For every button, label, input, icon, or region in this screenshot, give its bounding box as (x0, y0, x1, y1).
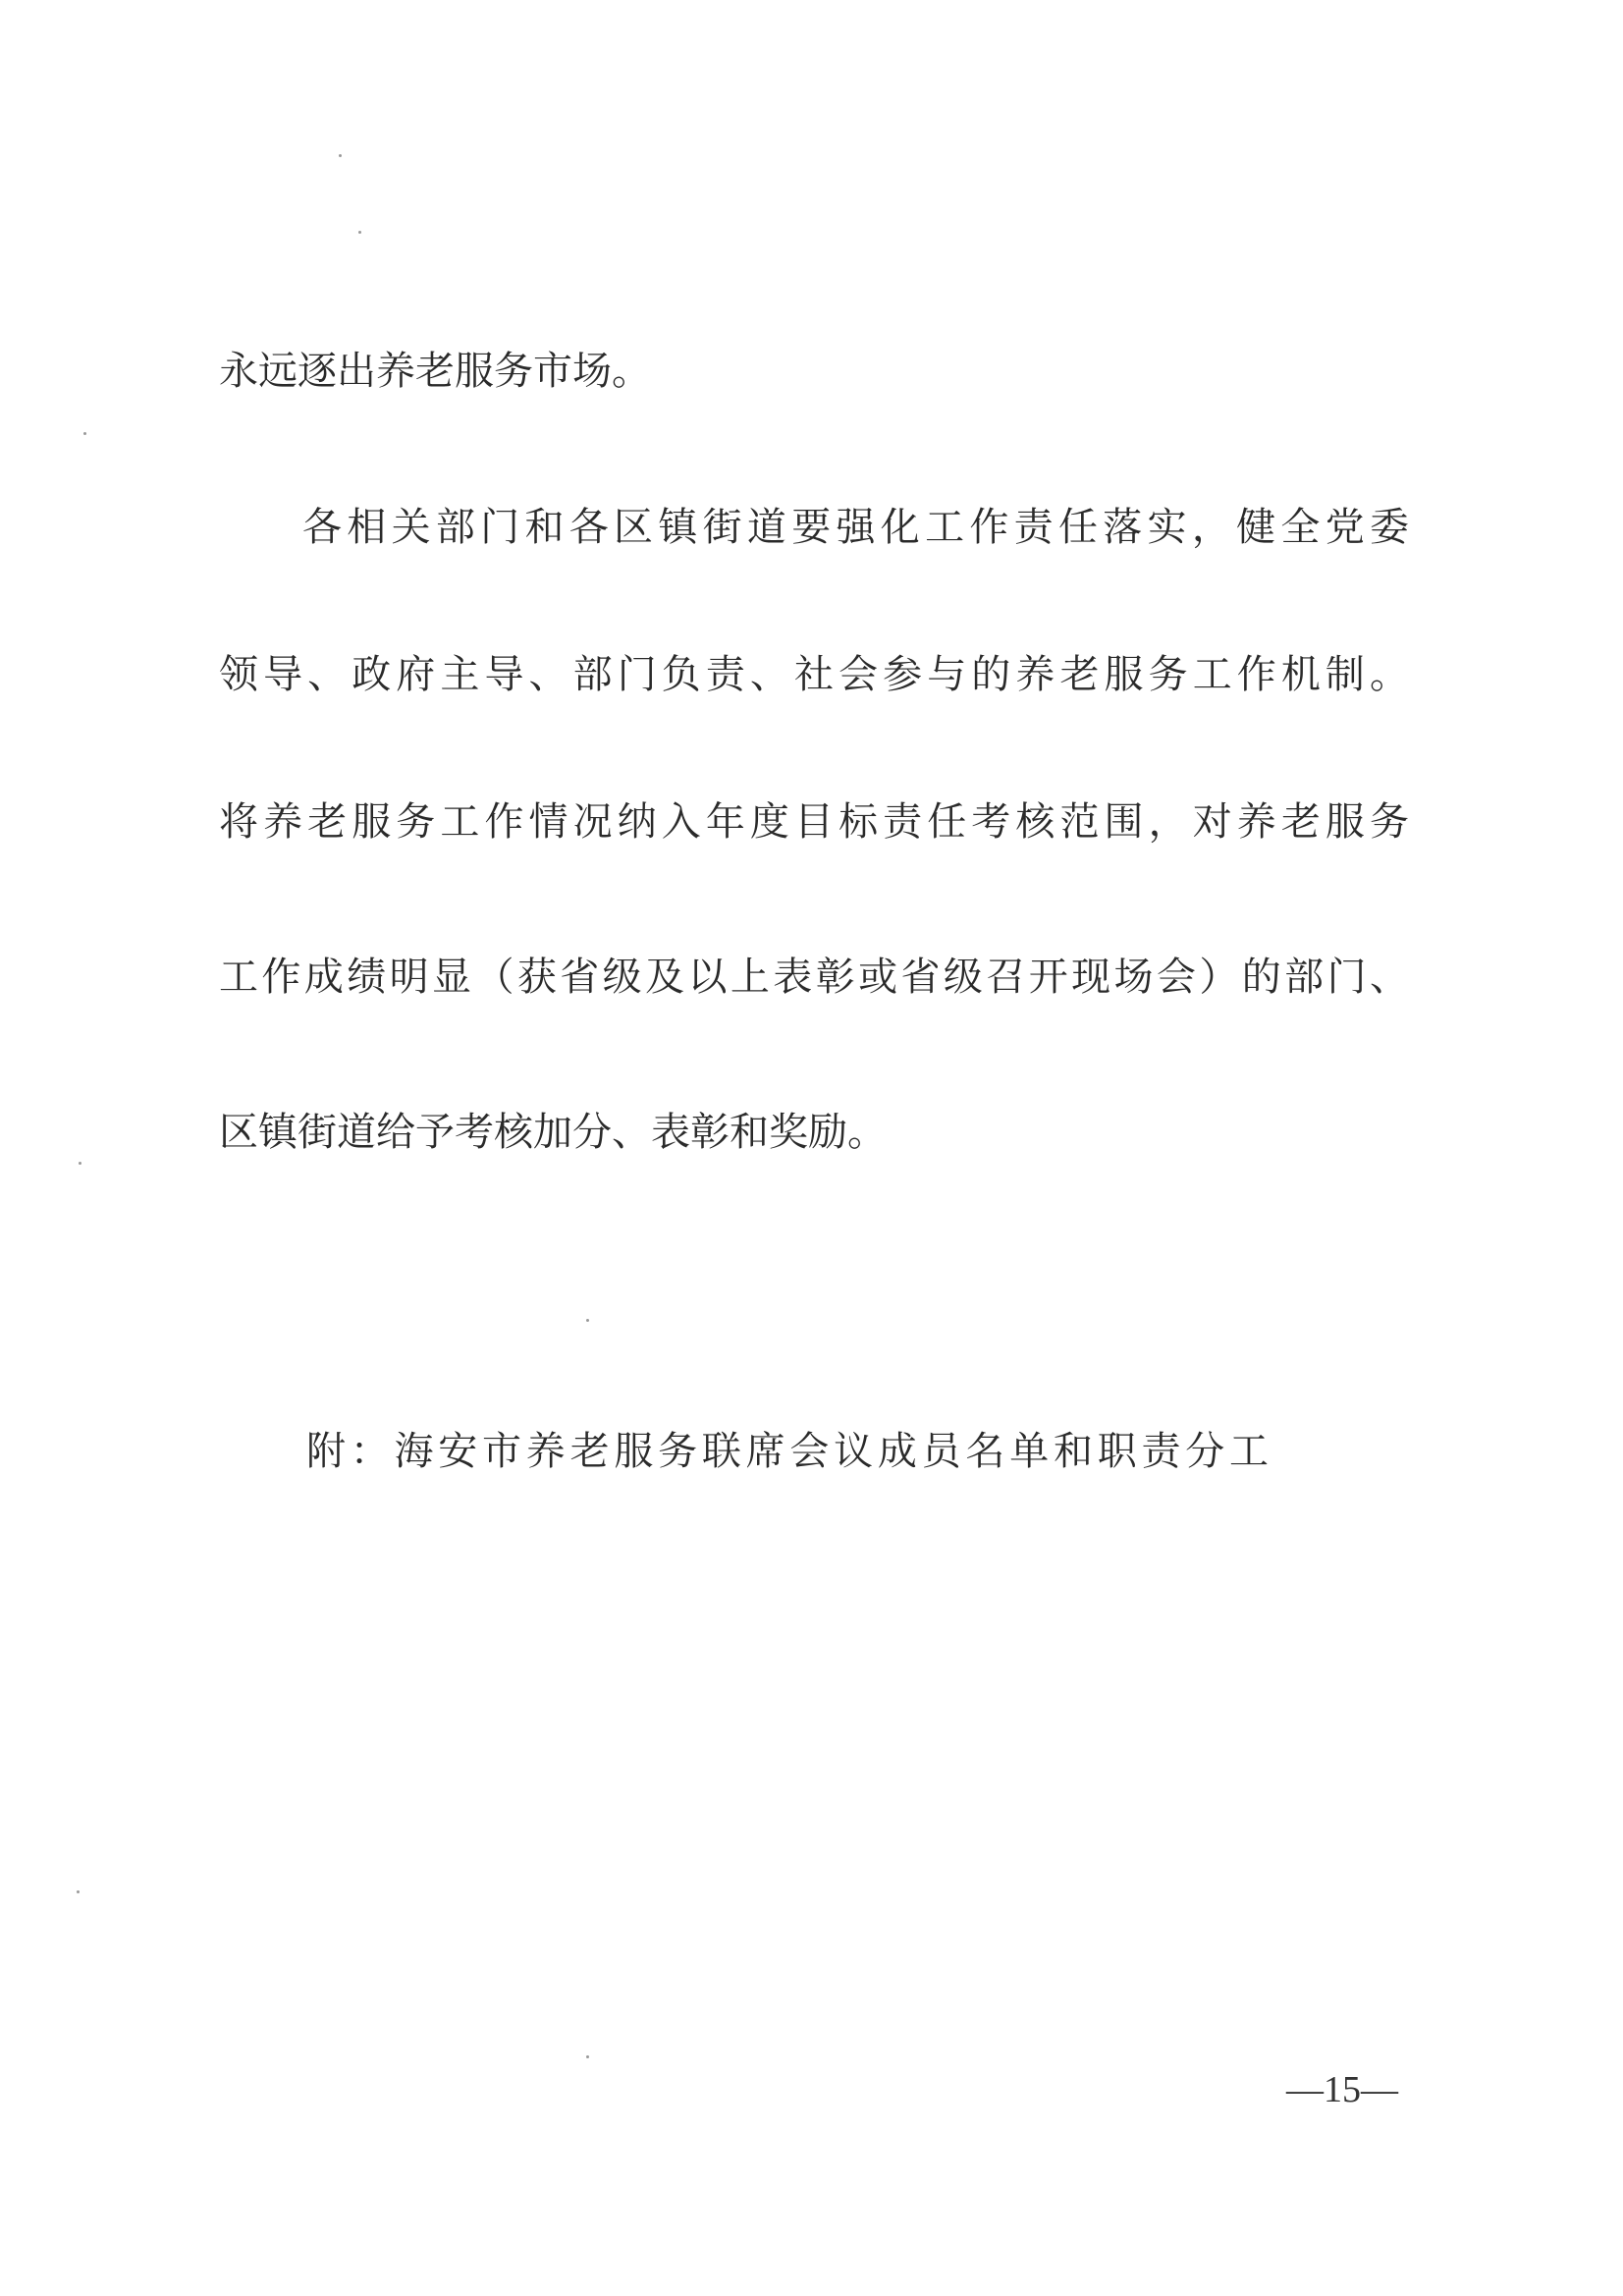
scan-speck (586, 1319, 589, 1322)
scan-speck (586, 2055, 589, 2058)
page-number: —15— (1286, 2069, 1398, 2110)
scan-speck (358, 231, 361, 234)
attachment-note: 附：海安市养老服务联席会议成员名单和职责分工 (306, 1429, 1269, 1474)
paragraph-line: 永远逐出养老服务市场。 (219, 349, 651, 394)
paragraph-line: 领导、政府主导、部门负责、社会参与的养老服务工作机制。 (219, 652, 1409, 697)
scan-speck (79, 1162, 81, 1165)
paragraph-line: 各相关部门和各区镇街道要强化工作责任落实，健全党委 (302, 505, 1409, 550)
paragraph-line: 区镇街道给予考核加分、表彰和奖励。 (219, 1110, 887, 1155)
scan-speck (77, 1890, 80, 1893)
paragraph-line: 工作成绩明显（获省级及以上表彰或省级召开现场会）的部门、 (219, 955, 1409, 1000)
scan-speck (339, 154, 342, 157)
scan-speck (83, 432, 86, 435)
paragraph-line: 将养老服务工作情况纳入年度目标责任考核范围，对养老服务 (219, 799, 1409, 845)
